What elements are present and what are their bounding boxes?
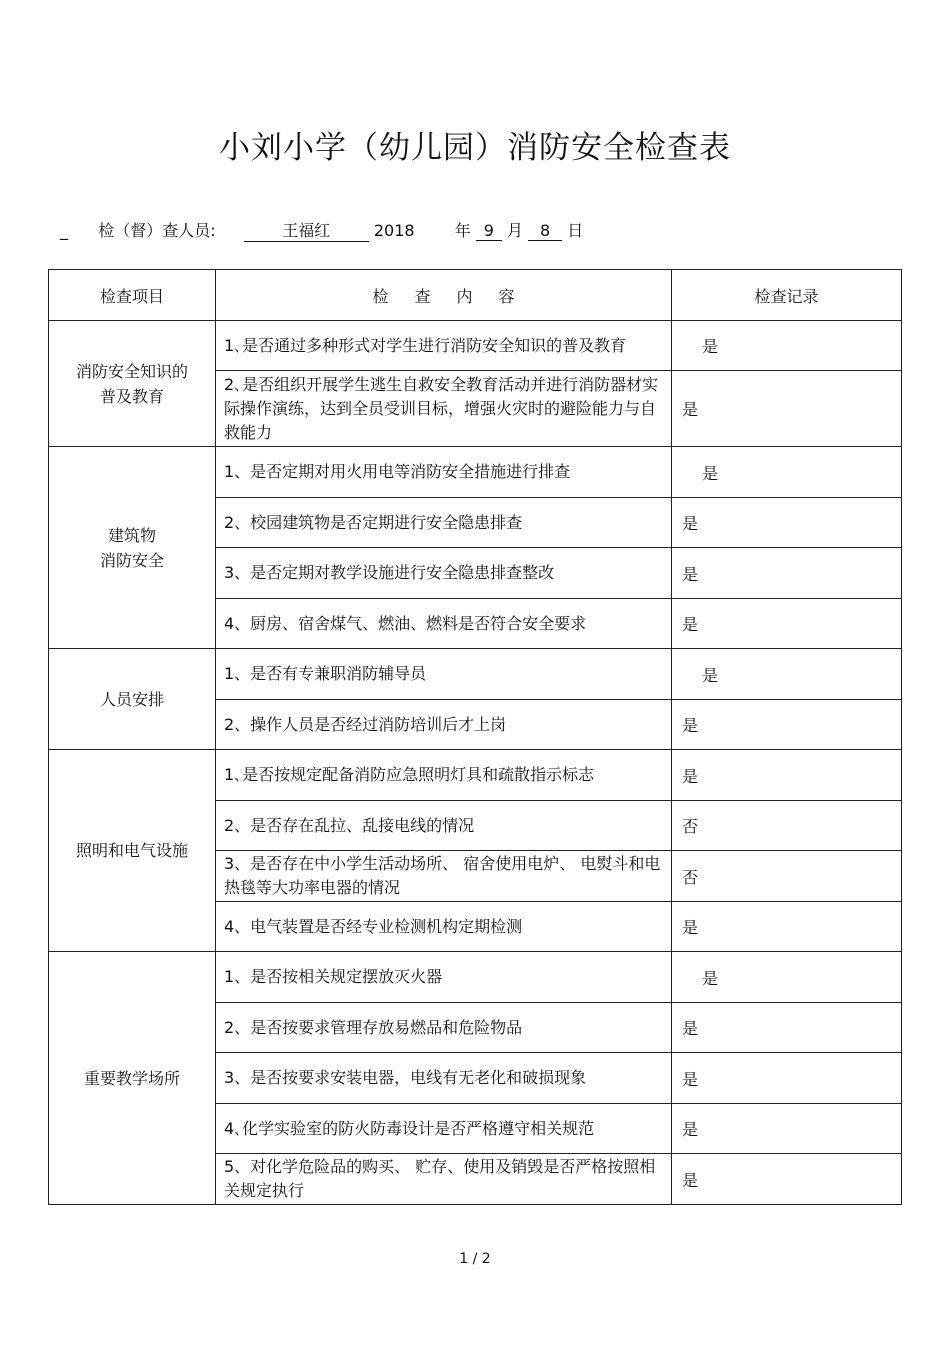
table-row [49,649,902,700]
check-record: 是 [672,498,902,548]
check-record: 是 [672,548,902,599]
check-item: 2、是否存在乱拉、乱接电线的情况 [216,801,672,851]
day-unit: 日 [567,221,584,240]
inspector-label: 检（督）查人员: [98,221,216,240]
check-record: 否 [672,851,902,902]
meta-prefix: _ [60,221,68,240]
check-record: 是 [672,1104,902,1154]
check-item: 1､是否按规定配备消防应急照明灯具和疏散指示标志 [216,750,672,801]
check-item: 3、是否存在中小学生活动场所、 宿舍使用电炉、 电熨斗和电热毯等大功率电器的情况 [216,851,672,902]
category-staffing: 人员安排 [49,649,216,750]
inspection-year: 2018 [373,221,415,240]
inspection-table [48,269,902,1205]
check-item: 3、是否定期对教学设施进行安全隐患排查整改 [216,548,672,599]
check-record: 是 [672,1154,902,1205]
check-item: 1､是否通过多种形式对学生进行消防安全知识的普及教育 [216,321,672,371]
check-item: 2、校园建筑物是否定期进行安全隐患排查 [216,498,672,548]
check-item: 4、厨房、宿舍煤气、燃油、燃料是否符合安全要求 [216,599,672,649]
category-building-safety [49,447,216,649]
inspection-meta [60,218,583,242]
header-record: 检查记录 [672,270,902,321]
table-row [49,447,902,498]
header-category: 检查项目 [49,270,216,321]
check-item: 2､是否组织开展学生逃生自救安全教育活动并进行消防器材实际操作演练，达到全员受训目标，增强火灾时的避险能力与自救能力 [216,371,672,447]
check-item: 4､化学实验室的防火防毒设计是否严格遵守相关规范 [216,1104,672,1154]
table-row [49,321,902,371]
table-row [49,750,902,801]
page-title: 小刘小学（幼儿园）消防安全检查表 [219,130,731,166]
category-label: 普及教育 [99,386,164,406]
check-record: 是 [672,902,902,952]
month-unit: 月 [506,221,523,240]
check-record: 是 [672,1053,902,1104]
check-item: 2、操作人员是否经过消防培训后才上岗 [216,700,672,750]
category-label: 建筑物 [107,525,156,545]
year-unit: 年 [454,221,471,240]
check-item: 5、对化学危险品的购买、 贮存、使用及销毁是否严格按照相关规定执行 [216,1154,672,1205]
check-record: 是 [672,1003,902,1053]
inspector-name: 王福红 [244,218,369,242]
check-item: 3、是否按要求安装电器，电线有无老化和破损现象 [216,1053,672,1104]
check-item: 1、是否有专兼职消防辅导员 [216,649,672,700]
category-fire-education [49,321,216,447]
check-record: 是 [672,447,902,498]
check-item: 1、是否定期对用火用电等消防安全措施进行排查 [216,447,672,498]
check-record: 是 [672,371,902,447]
category-label: 消防安全知识的 [75,361,188,381]
table-header-row [49,270,902,321]
check-record: 是 [672,750,902,801]
check-item: 2、是否按要求管理存放易燃品和危险物品 [216,1003,672,1053]
check-record: 是 [672,321,902,371]
check-record: 否 [672,801,902,851]
category-key-teaching-areas: 重要教学场所 [49,952,216,1205]
check-record: 是 [672,952,902,1003]
inspection-month: 9 [476,221,502,241]
category-label: 消防安全 [99,550,164,570]
check-item: 1、是否按相关规定摆放灭火器 [216,952,672,1003]
check-item: 4、电气装置是否经专业检测机构定期检测 [216,902,672,952]
header-content: 检查内容 [216,270,672,321]
check-record: 是 [672,649,902,700]
category-lighting-electrical: 照明和电气设施 [49,750,216,952]
table-row [49,952,902,1003]
page-number: 1 / 2 [459,1251,491,1267]
inspection-day: 8 [528,221,562,241]
check-record: 是 [672,599,902,649]
check-record: 是 [672,700,902,750]
